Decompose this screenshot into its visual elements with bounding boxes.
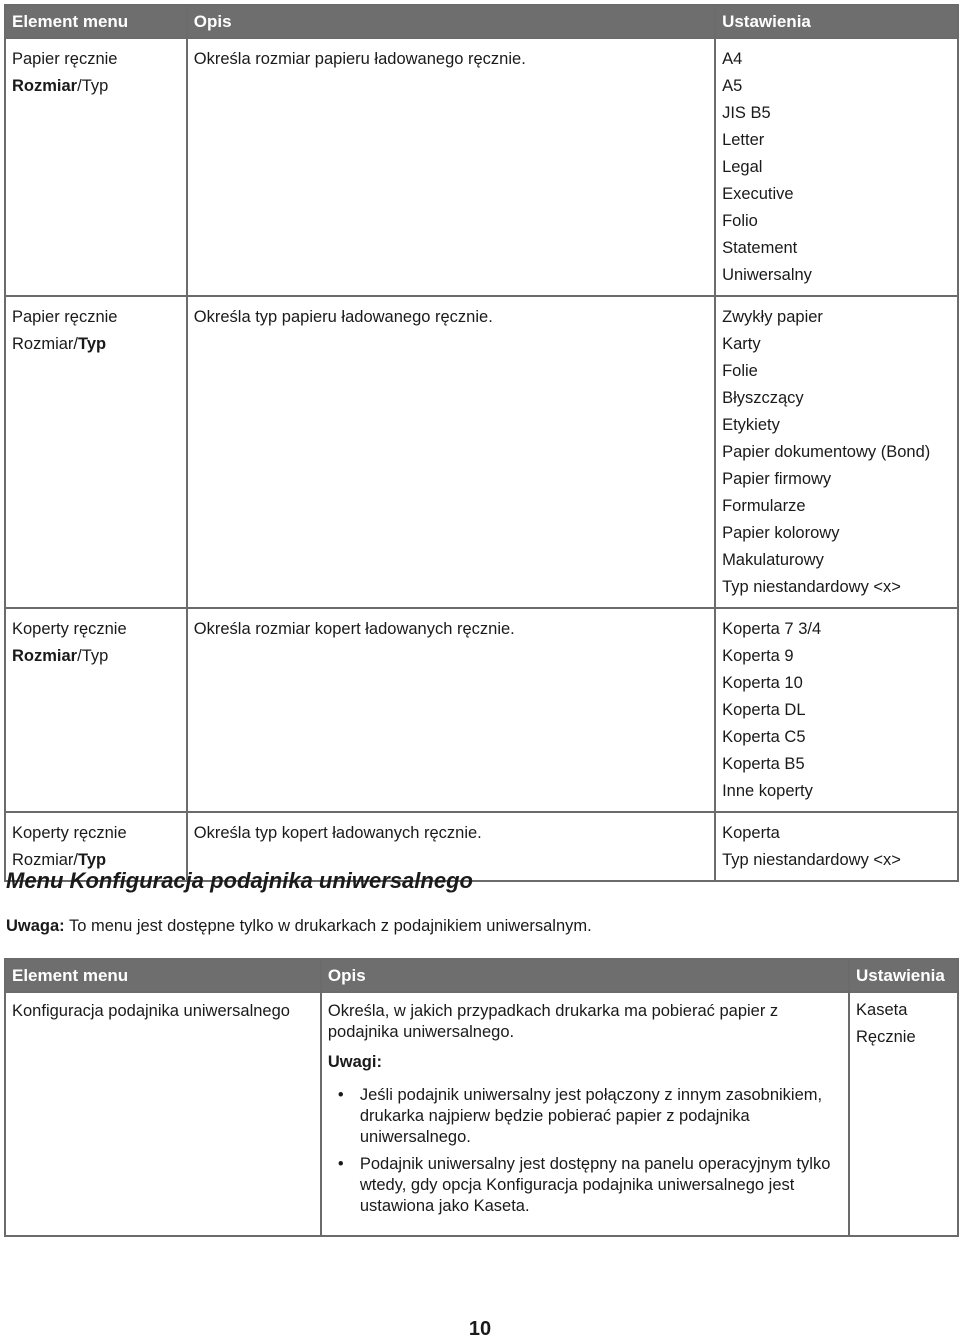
setting-value: Koperta DL (722, 701, 806, 719)
menu-item-active-part: Rozmiar (12, 647, 78, 665)
menu-item-active-part: Typ (78, 851, 107, 869)
setting-value: Etykiety (722, 416, 780, 434)
menu-item-rest: /Typ (77, 77, 109, 95)
description-cell: Określa rozmiar kopert ładowanych ręcznie. (187, 608, 715, 812)
menu-item-cell (5, 38, 187, 296)
note (6, 917, 592, 936)
description-cell (321, 992, 849, 1236)
note-label: Uwaga: (6, 917, 65, 935)
setting-value: Uniwersalny (722, 266, 812, 284)
notes-list (328, 1085, 842, 1217)
universal-feeder-table (4, 958, 959, 1237)
note-text: To menu jest dostępne tylko w drukarkach z podajnikiem uniwersalnym. (64, 917, 592, 935)
table-row (5, 608, 958, 812)
header-settings: Ustawienia (849, 959, 958, 992)
setting-value: Papier dokumentowy (Bond) (722, 443, 931, 461)
setting-value: Makulaturowy (722, 551, 824, 569)
list-item: • Jeśli podajnik uniwersalny jest połączony z innym zasobnikiem, drukarka najpierw będzie pobierać papier z podajnika uniwersalnego. (360, 1085, 842, 1148)
setting-value: Typ niestandardowy <x> (722, 578, 901, 596)
setting-value: Inne koperty (722, 782, 813, 800)
menu-item-active-part: Typ (78, 335, 107, 353)
table-header-row (5, 5, 958, 38)
setting-value: JIS B5 (722, 104, 771, 122)
setting-value: Koperta 9 (722, 647, 794, 665)
description-cell: Określa typ papieru ładowanego ręcznie. (187, 296, 715, 608)
table-row (5, 992, 958, 1236)
header-element-menu: Element menu (5, 959, 321, 992)
menu-item-rest: Rozmiar/ (12, 851, 79, 869)
menu-item-rest: /Typ (77, 647, 109, 665)
setting-value: Błyszczący (722, 389, 804, 407)
menu-item-cell (5, 608, 187, 812)
page-number: 10 (468, 1318, 492, 1340)
setting-value: Koperta 7 3/4 (722, 620, 822, 638)
menu-item-name: Papier ręcznie (12, 50, 118, 68)
setting-value: Statement (722, 239, 798, 257)
settings-cell (715, 38, 958, 296)
header-settings: Ustawienia (715, 5, 958, 38)
settings-cell (715, 812, 958, 881)
setting-value: Zwykły papier (722, 308, 823, 326)
setting-value: Formularze (722, 497, 806, 515)
setting-value: Koperta (722, 824, 780, 842)
menu-item-cell (5, 296, 187, 608)
settings-cell (849, 992, 958, 1236)
settings-cell (715, 608, 958, 812)
header-description: Opis (321, 959, 849, 992)
table-header-row (5, 959, 958, 992)
setting-value: Papier firmowy (722, 470, 832, 488)
menu-item-active-part: Rozmiar (12, 77, 78, 95)
description-text: Określa, w jakich przypadkach drukarka ma pobierać papier z podajnika uniwersalnego. (327, 1002, 779, 1041)
section-title: Menu Konfiguracja podajnika uniwersalnego (6, 868, 473, 893)
menu-item-cell (5, 992, 321, 1236)
setting-value: Folie (722, 362, 758, 380)
setting-value: A5 (722, 77, 743, 95)
setting-value: Koperta C5 (722, 728, 806, 746)
menu-item-rest: Rozmiar/ (12, 335, 79, 353)
setting-value: Ręcznie (856, 1028, 916, 1046)
header-element-menu: Element menu (5, 5, 187, 38)
menu-settings-table (4, 4, 959, 882)
setting-value: Typ niestandardowy <x> (722, 851, 901, 869)
settings-cell (715, 296, 958, 608)
setting-value: Folio (722, 212, 758, 230)
table-row (5, 296, 958, 608)
setting-value: Koperta B5 (722, 755, 805, 773)
setting-value: Legal (722, 158, 763, 176)
setting-value: Executive (722, 185, 794, 203)
description-cell: Określa typ kopert ładowanych ręcznie. (187, 812, 715, 881)
setting-value: Kaseta (856, 1001, 908, 1019)
menu-item-name: Koperty ręcznie (12, 620, 127, 638)
table-row (5, 38, 958, 296)
setting-value: Karty (722, 335, 761, 353)
header-description: Opis (187, 5, 715, 38)
menu-item-name: Konfiguracja podajnika uniwersalnego (12, 1002, 290, 1020)
menu-item-name: Koperty ręcznie (12, 824, 127, 842)
setting-value: Papier kolorowy (722, 524, 840, 542)
notes-label: Uwagi: (327, 1053, 382, 1071)
setting-value: A4 (722, 50, 743, 68)
menu-item-name: Papier ręcznie (12, 308, 118, 326)
list-item: • Podajnik uniwersalny jest dostępny na panelu operacyjnym tylko wtedy, gdy opcja Konfiguracja podajnika uniwersalnego jest ustawiona jako Kaseta. (360, 1154, 842, 1217)
description-cell: Określa rozmiar papieru ładowanego ręcznie. (187, 38, 715, 296)
setting-value: Koperta 10 (722, 674, 803, 692)
setting-value: Letter (722, 131, 765, 149)
